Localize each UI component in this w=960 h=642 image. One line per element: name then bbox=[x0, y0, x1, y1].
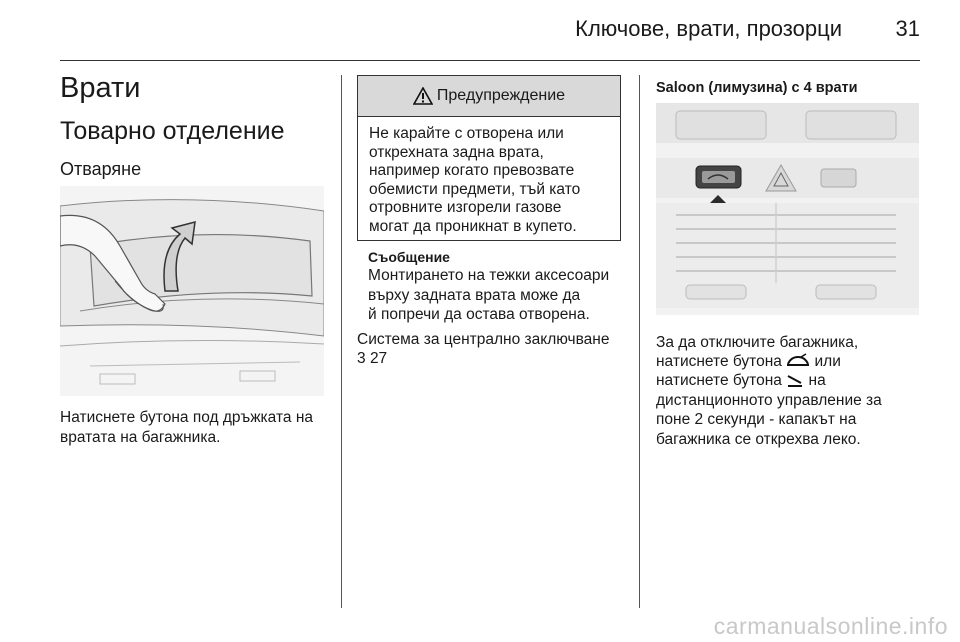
header-rule bbox=[60, 60, 920, 61]
unlock-text-line-6: багажника се открехва леко. bbox=[656, 431, 861, 448]
unlock-text-line-4: дистанционното управление за bbox=[656, 392, 882, 409]
warning-line: могат да проникнат в купето. bbox=[369, 217, 577, 235]
crossref-link[interactable] bbox=[357, 349, 387, 369]
warning-line: открехната задна врата, bbox=[369, 143, 544, 161]
warning-title: Предупреждение bbox=[436, 87, 566, 104]
section-heading-opening: Отваряне bbox=[60, 159, 142, 179]
unlock-text-suffix: на bbox=[808, 372, 826, 389]
warning-box bbox=[357, 75, 621, 241]
section-heading-doors: Врати bbox=[60, 72, 141, 104]
warning-triangle-icon bbox=[413, 87, 433, 105]
warning-line: обемисти предмети, тъй като bbox=[369, 180, 581, 198]
warning-line: например когато превозвате bbox=[369, 162, 575, 179]
unlock-text-suffix: или bbox=[814, 353, 841, 370]
note-line-3: й попречи да остава отворена. bbox=[368, 306, 590, 323]
crossref-arrow-symbol: 3 bbox=[357, 350, 366, 367]
warning-body bbox=[358, 117, 620, 236]
note-title: Съобщение bbox=[368, 249, 450, 265]
image-caption-line-2: вратата на багажника. bbox=[60, 429, 221, 446]
watermark: carmanualsonline.info bbox=[713, 613, 948, 639]
note-line-2: върху задната врата може да bbox=[368, 287, 581, 304]
crossref-text: Система за централно заключване bbox=[357, 331, 610, 348]
image-caption-line-1: Натиснете бутона под дръжката на bbox=[60, 409, 313, 426]
section-heading-trunk: Товарно отделение bbox=[60, 117, 285, 145]
warning-line: Не карайте с отворена или bbox=[369, 125, 564, 142]
warning-line: отровните изгорели газове bbox=[369, 199, 562, 216]
column-divider-right bbox=[639, 75, 640, 608]
note-line-1: Монтирането на тежки аксесоари bbox=[368, 267, 610, 284]
page-number: 31 bbox=[895, 16, 920, 41]
unlock-text-prefix: натиснете бутона bbox=[656, 353, 782, 370]
warning-header bbox=[358, 76, 620, 117]
dashboard-button-illustration bbox=[656, 103, 919, 315]
crossref-page: 27 bbox=[369, 350, 388, 367]
unlock-text-prefix: натиснете бутона bbox=[656, 372, 782, 389]
unlock-text-line-5: поне 2 секунди - капакът на bbox=[656, 411, 857, 428]
section-heading-saloon: Saloon (лимузина) с 4 врати bbox=[656, 80, 858, 96]
running-header-title: Ключове, врати, прозорци bbox=[575, 16, 842, 41]
tailgate-handle-illustration bbox=[60, 186, 324, 396]
column-divider-left bbox=[341, 75, 342, 608]
unlock-text-line-1: За да отключите багажника, bbox=[656, 334, 859, 351]
